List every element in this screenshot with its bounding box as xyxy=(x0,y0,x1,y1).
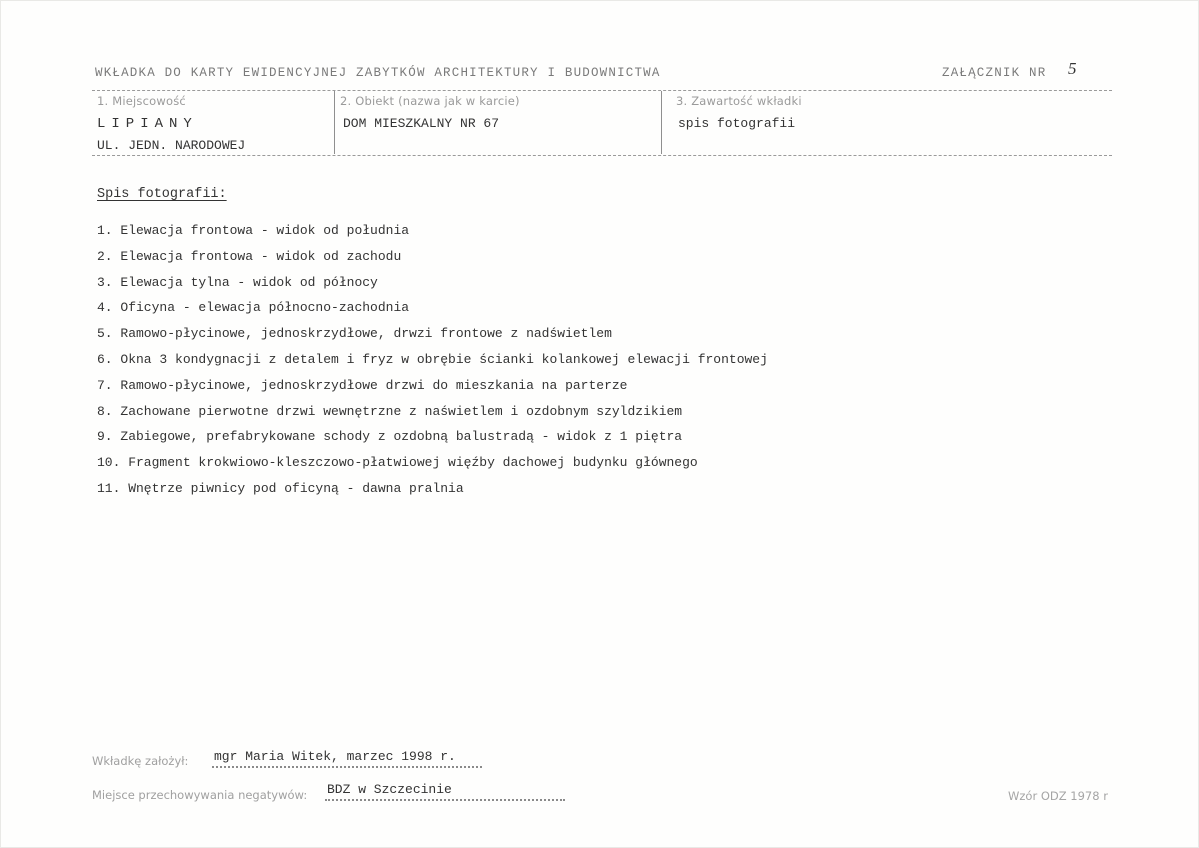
list-item: 2. Elewacja frontowa - widok od zachodu xyxy=(97,248,402,264)
form-title: WKŁADKA DO KARTY EWIDENCYJNEJ ZABYTKÓW ARCHITEKTURY I BUDOWNICTWA xyxy=(95,66,661,80)
storage-label: Miejsce przechowywania negatywów: xyxy=(92,788,308,802)
header-top-rule xyxy=(92,90,1112,91)
list-item: 10. Fragment krokwiowo-kleszczowo-płatwiowej więźby dachowej budynku głównego xyxy=(97,455,698,471)
created-by-label: Wkładkę założył: xyxy=(92,754,189,768)
list-item: 6. Okna 3 kondygnacji z detalem i fryz w obrębie ścianki kolankowej elewacji frontowej xyxy=(97,351,768,367)
locality-label: 1. Miejscowość xyxy=(97,94,186,108)
list-item: 11. Wnętrze piwnicy pod oficyną - dawna pralnia xyxy=(97,480,464,496)
field-divider-2 xyxy=(661,91,662,154)
list-item: 5. Ramowo-płycinowe, jednoskrzydłowe, drwzi frontowe z nadświetlem xyxy=(97,326,612,342)
content-label: 3. Zawartość wkładki xyxy=(676,94,802,108)
photo-list xyxy=(97,221,768,505)
list-item: 3. Elewacja tylna - widok od północy xyxy=(97,274,378,290)
storage-dotted-line xyxy=(325,799,565,801)
attachment-number: 5 xyxy=(1068,59,1077,78)
created-by-dotted-line xyxy=(212,766,482,768)
header-bottom-rule xyxy=(92,155,1112,156)
object-label: 2. Obiekt (nazwa jak w karcie) xyxy=(340,94,520,108)
content-value: spis fotografii xyxy=(678,116,796,131)
storage-value: BDZ w Szczecinie xyxy=(327,782,452,797)
object-value: DOM MIESZKALNY NR 67 xyxy=(343,116,500,131)
list-item: 9. Zabiegowe, prefabrykowane schody z ozdobną balustradą - widok z 1 piętra xyxy=(97,429,683,445)
list-item: 8. Zachowane pierwotne drzwi wewnętrzne z naświetlem i ozdobnym szyldzikiem xyxy=(97,403,683,419)
locality-value: LIPIANY xyxy=(97,116,198,132)
street-value: UL. JEDN. NARODOWEJ xyxy=(97,138,246,153)
section-title: Spis fotografii: xyxy=(97,187,227,202)
list-item: 1. Elewacja frontowa - widok od południa xyxy=(97,223,410,238)
created-by-value: mgr Maria Witek, marzec 1998 r. xyxy=(214,749,456,764)
template-note: Wzór ODZ 1978 r xyxy=(1008,789,1108,803)
attachment-label: ZAŁĄCZNIK NR xyxy=(942,66,1047,80)
list-item: 7. Ramowo-płycinowe, jednoskrzydłowe drzwi do mieszkania na parterze xyxy=(97,377,628,393)
field-divider-1 xyxy=(334,91,335,154)
list-item: 4. Oficyna - elewacja północno-zachodnia xyxy=(97,300,410,316)
